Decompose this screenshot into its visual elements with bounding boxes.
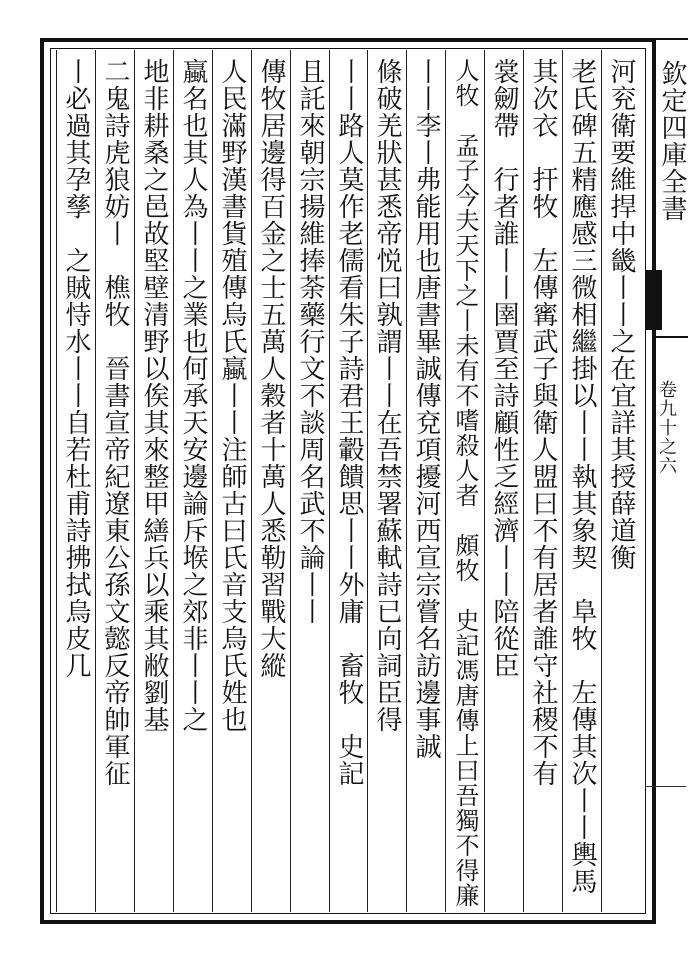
column-rule (484, 50, 485, 912)
text-column: 地非耕桑之邑故堅壁清野以俟其來整甲繕兵以乘其敝劉基 (139, 58, 169, 733)
text-column: 丨丨李丨弗能用也唐書畢誠傳兗項擾河西宣宗嘗名訪邊事誠 (411, 58, 441, 760)
column-rule (134, 50, 135, 912)
text-column: 傳牧居邊得百金之士五萬人穀者十萬人悉勒習戰大縱 (256, 58, 286, 679)
column-rule (290, 50, 291, 912)
column-rule (562, 50, 563, 912)
juan-label-box (654, 380, 678, 475)
text-column: 裳劒帶 行者誰丨丨圉賈至詩顧性乏經濟丨丨陪從臣 (489, 58, 519, 679)
column-rule (601, 50, 602, 912)
column-rule (212, 50, 213, 912)
text-column: 蠃名也其人為丨丨之業也何承天安邊論斥堠之郊非丨丨之 (178, 58, 208, 733)
text-column: 人牧 孟子今夫天下之丨未有不嗜殺人者 頗牧 史記馮唐傳上曰吾獨不得廉 (451, 58, 479, 908)
column-rule (173, 50, 174, 912)
text-column: 丨必過其孕孳 之賊恃水丨丨自若杜甫詩拂拭烏皮几 (61, 58, 91, 679)
text-column: 人民滿野漢書貨殖傳烏氏蠃丨丨注師古曰氏音支烏氏姓也 (217, 58, 247, 733)
book-title: 欽定四庫全書 (657, 60, 687, 222)
text-column: 老氏碑五精應感三微相繼掛以丨丨執其象契 阜牧 左傳其次丨丨輿馬 (567, 58, 597, 895)
text-column: 其次衣 扞牧 左傳寗武子與衛人盟曰不有居者誰守社稷不有 (528, 58, 558, 787)
text-column: 條破羌狀甚悉帝悦曰孰謂丨丨在吾禁署蘇軾詩已向詞臣得 (372, 58, 402, 733)
text-column: 丨丨路人莫作老儒看朱子詩君王轂饋思丨丨外庸 畜牧 史記 (334, 58, 364, 787)
tab-fishtail-mark (646, 270, 662, 330)
column-rule (406, 50, 407, 912)
column-rule (95, 50, 96, 912)
column-rule (445, 50, 446, 912)
column-rule (329, 50, 330, 912)
margin-rule (646, 786, 686, 787)
column-rule (367, 50, 368, 912)
text-column: 河兖衛要維捍中畿丨丨之在宜詳其授薛道衡 (606, 58, 636, 571)
column-rule (251, 50, 252, 912)
text-column: 且託來朝宗揚維捧荼藥行文不談周名武不論丨丨 (295, 58, 325, 625)
column-rule (56, 50, 57, 912)
column-rule (523, 50, 524, 912)
juan-label: 卷九十之六 (656, 380, 677, 475)
text-column: 二鬼詩虎狼妨丨 樵牧 晉書宣帝紀遼東公孫文懿反帝帥軍征 (100, 58, 130, 787)
